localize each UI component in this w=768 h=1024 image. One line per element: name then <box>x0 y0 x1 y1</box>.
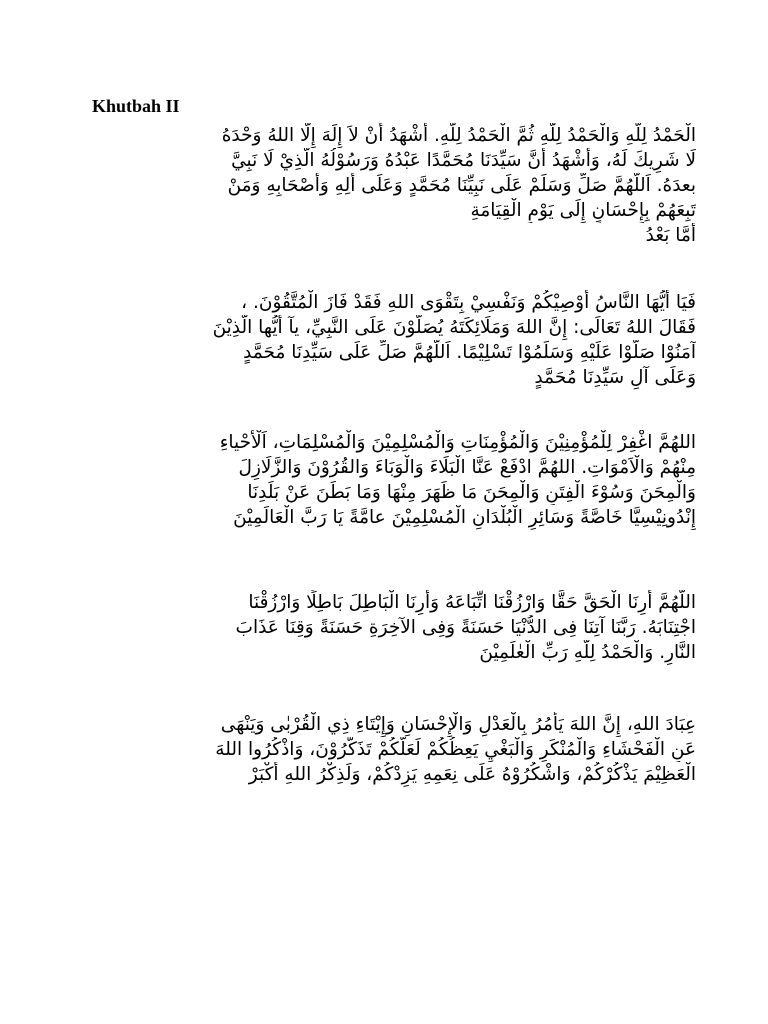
text-line: عَنِ الْفَحْشَاءِ وَالْمُنْكَرِ وَالْبَغْيِ يَعِظُكُمْ لَعَلَّكُمْ تَذَكَّرُوْنَ، وَاذْكُرُوا اللهَ <box>215 739 696 760</box>
text-line: اللَّهُمَّ أَرِنَا الْحَقَّ حَقًّا وَارْزُقْنَا اتِّبَاعَهُ وَأَرِنَا الْبَاطِلَ بَاطِلًا وَارْزُقْنَا <box>248 592 696 613</box>
text-line: فَيَا أَيُّهَا النَّاسُ أُوْصِيْكُمْ وَنَفْسِيْ بِتَقْوَى اللهِ فَقَدْ فَازَ الْمُتَّقُوْنَ. ، <box>241 292 696 313</box>
paragraph-exhortation <box>88 290 696 390</box>
text-line: النَّارِ. وَالْحَمْدُ لِلَّهِ رَبِّ الْعٰلَمِيْنَ <box>479 642 696 663</box>
text-line: فَقَالَ اللهُ تَعَالَى: إِنَّ اللهَ وَمَلَائِكَتَهُ يُصَلُّوْنَ عَلَى النَّبِيِّ، يآ أَيُّها الَّذِيْنَ <box>212 317 696 338</box>
text-line: مِنْهُمْ وَالْاَمْوَاتِ. اللهُمَّ ادْفَعْ عَنَّا الْبَلَاءَ وَالْوَبَاءَ وَالقُرُوْنَ وَالزَّلَازِلَ <box>238 457 696 478</box>
paragraph-closing <box>88 712 696 787</box>
text-line: اللهُمَّ اغْفِرْ لِلْمُؤْمِنِيْنَ وَالْمُؤْمِنَاتِ وَالْمُسْلِمِيْنَ وَالْمُسْلِمَاتِ، اَلْأَحْياءِ <box>219 432 696 453</box>
paragraph-supplication-truth <box>88 590 696 665</box>
page-title: Khutbah II <box>92 96 180 116</box>
paragraph-opening-praise <box>88 123 696 248</box>
text-line: بعدَهُ. اَللَّهُمَّ صَلِّ وَسَلِّمْ عَلَى نَبِيِّنَا مُحَمَّدٍ وَعَلَى أَلِهِ وَأَصْحَابِهِ وَمَنْ <box>227 175 696 196</box>
text-line: وَعَلَى آلِ سَيِّدِنَا مُحَمَّدٍ <box>534 367 696 388</box>
text-line: تَبِعَهُمْ بِإِحْسَانٍ إِلَى يَوْمِ الْقِيَامَةِ <box>470 200 696 221</box>
text-line: وَالْمِحَنَ وَسُوْءَ الْفِتَنِ وَالْمِحَنَ مَا ظَهَرَ مِنْهَا وَمَا بَطَنَ عَنْ بَلَدِنَا <box>247 482 696 503</box>
text-line: إِنْدُونِيْسِيَّا خَاصَّةً وَسَائِرِ الْبُلْدَانِ الْمُسْلِمِيْنَ عامَّةً يَا رَبَّ الْعَالَمِيْنَ <box>233 507 696 528</box>
text-line: عِبَادَ اللهِ، إِنَّ اللهَ يَأْمُرُ بِالْعَدْلِ وَالْإِحْسَانِ وَإِيْتَاءِ ذِي الْقُرْبٰى وَيَنْهَى <box>220 714 696 735</box>
text-line: الْعَظِيْمَ يَذْكُرْكُمْ، وَاشْكُرُوْهُ عَلَى نِعَمِهِ يَزِدْكُمْ، وَلَذِكْرُ اللهِ أَكْبَرْ <box>248 764 696 785</box>
text-line: اجْتِنَابَهُ. رَبَّنَا آتِنَا فِى الدُّنْيَا حَسَنَةً وَفِى الآخِرَةِ حَسَنَةً وَقِنَا عَذَابَ <box>235 617 696 638</box>
paragraph-supplication-forgiveness <box>88 430 696 530</box>
text-line: الْحَمْدُ لِلَّهِ وَالْحَمْدُ لِلَّهِ ثُمَّ الْحَمْدُ لِلَّهِ. أَشْهَدُ أَنْ لاَ إِلَهَ إِلَّا اللهُ وَحْدَهُ <box>221 125 696 146</box>
text-line: آمَنُوْا صَلُّوْا عَلَيْهِ وَسَلِّمُوْا تَسْلِيْمًا. اَللَّهُمَّ صَلِّ عَلَى سَيِّدِنَا مُحَمَّدٍ <box>243 342 696 363</box>
text-line: لَا شَرِيكَ لَهُ، وَأَشْهَدُ أَنَّ سَيِّدَنَا مُحَمَّدًا عَبْدُهُ وَرَسُوْلُهُ الَّذِيْ لَا نَبِيَّ <box>231 150 696 171</box>
text-line: أَمَّا بَعْدُ <box>645 225 696 246</box>
